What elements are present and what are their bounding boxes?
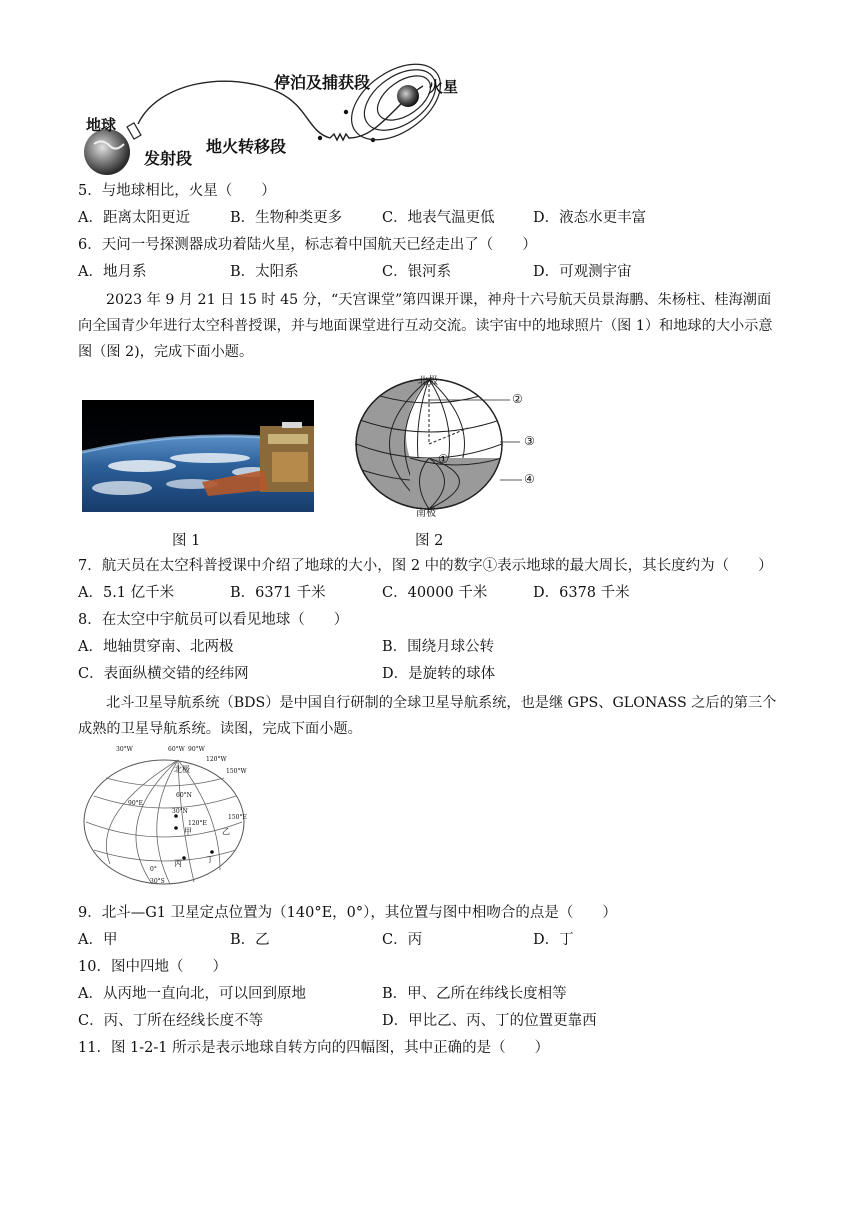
earth-globe (84, 129, 130, 175)
mars-globe (397, 85, 419, 107)
globe-label-north-pole: 北极 (174, 765, 190, 774)
q5-stem: 5．与地球相比，火星（ ） (78, 183, 276, 199)
q5-option-d: D．液态水更丰富 (533, 210, 647, 226)
q8-stem: 8．在太空中宇航员可以看见地球（ ） (78, 612, 349, 628)
passage-beidou-text: 北斗卫星导航系统（BDS）是中国自行研制的全球卫星导航系统，也是继 GPS、GLONASS 之后的第三个成熟的卫星导航系统。读图，完成下面小题。 (78, 695, 777, 737)
q7-option-c: C．40000 千米 (382, 585, 488, 601)
globe-label-ding: 丁 (206, 855, 214, 864)
globe-label-60w: 60°W (168, 746, 185, 753)
globe-label-30n: 30°N (172, 808, 188, 815)
caption-fig2: 图 2 (415, 533, 444, 549)
q10-option-a: A．从丙地一直向北，可以回到原地 (78, 986, 306, 1002)
globe-label-jia: 甲 (184, 827, 192, 836)
q7-stem: 7．航天员在太空科普授课中介绍了地球的大小，图 2 中的数字①表示地球的最大周长，其长度约为（ ） (78, 558, 773, 574)
globe-label-yi: 乙 (222, 827, 230, 836)
label-mars: 火星 (428, 78, 459, 96)
q8-option-d: D．是旋转的球体 (382, 666, 496, 682)
label-south-pole: 南极 (416, 508, 436, 519)
globe-label-bing: 丙 (174, 859, 182, 868)
rocket-shape (127, 123, 141, 139)
q9-option-c: C．丙 (382, 932, 423, 948)
passage-tiangong (78, 287, 784, 365)
label-num-1: ① (438, 452, 449, 466)
label-num-3: ③ (524, 434, 535, 448)
q6-option-b: B．太阳系 (230, 264, 299, 280)
q10-option-d: D．甲比乙、丙、丁的位置更靠西 (382, 1013, 597, 1029)
globe-label-30s: 30°S (150, 878, 165, 885)
globe-label-0: 0° (150, 866, 157, 873)
q8-option-c: C．表面纵横交错的经纬网 (78, 666, 249, 682)
globe-label-120w: 120°W (206, 756, 227, 763)
q6-stem: 6．天问一号探测器成功着陆火星，标志着中国航天已经走出了（ ） (78, 237, 537, 253)
label-earth: 地球 (86, 116, 117, 134)
label-parking: 停泊及捕获段 (274, 73, 371, 92)
q5-option-a: A．距离太阳更近 (78, 210, 190, 226)
q9-option-b: B．乙 (230, 932, 270, 948)
q8-option-a: A．地轴贯穿南、北两极 (78, 639, 234, 655)
q6-option-c: C．银河系 (382, 264, 452, 280)
globe-label-90e: 90°E (128, 800, 144, 807)
q7-option-b: B．6371 千米 (230, 585, 326, 601)
globe-label-90w: 90°W (188, 746, 205, 753)
q9-option-d: D．丁 (533, 932, 574, 948)
q5-option-b: B．生物种类更多 (230, 210, 343, 226)
q5-option-c: C．地表气温更低 (382, 210, 495, 226)
label-north-pole: 北极 (418, 376, 438, 387)
globe-label-150e: 150°E (228, 814, 247, 821)
q10-option-b: B．甲、乙所在纬线长度相等 (382, 986, 567, 1002)
passage-beidou (78, 690, 784, 742)
label-launch: 发射段 (144, 149, 193, 168)
globe-label-120e: 120°E (188, 820, 207, 827)
q6-option-d: D．可观测宇宙 (533, 264, 632, 280)
label-num-2: ② (512, 392, 523, 406)
q6-option-a: A．地月系 (78, 264, 147, 280)
passage-tiangong-text: 2023 年 9 月 21 日 15 时 45 分，“天宫课堂”第四课开课，神舟十六号航天员景海鹏、朱杨柱、桂海潮面向全国青少年进行太空科普授课，并与地面课堂进行互动交流。读宇宙中的地球照片（图 1）和地球的大小示意图（图 2)，完成下面小题。 (78, 292, 773, 360)
earth-photo (82, 400, 314, 512)
mars-trajectory-figure (78, 62, 498, 180)
globe-label-30w: 30°W (116, 746, 133, 753)
q9-stem: 9．北斗—G1 卫星定点位置为（140°E，0°），其位置与图中相吻合的点是（ ） (78, 905, 617, 921)
caption-fig1: 图 1 (172, 533, 201, 549)
graticule-globe (80, 744, 250, 890)
q7-option-d: D．6378 千米 (533, 585, 630, 601)
label-transfer: 地火转移段 (206, 137, 287, 156)
q11-stem: 11．图 1-2-1 所示是表示地球自转方向的四幅图，其中正确的是（ ） (78, 1040, 550, 1056)
q10-stem: 10．图中四地（ ） (78, 959, 227, 975)
q7-option-a: A．5.1 亿千米 (78, 585, 175, 601)
q9-option-a: A．甲 (78, 932, 118, 948)
globe-label-150w: 150°W (226, 768, 247, 775)
q8-option-b: B．围绕月球公转 (382, 639, 495, 655)
q10-option-c: C．丙、丁所在经线长度不等 (78, 1013, 264, 1029)
label-num-4: ④ (524, 472, 535, 486)
earth-size-diagram (350, 370, 550, 518)
globe-label-60n: 60°N (176, 792, 192, 799)
